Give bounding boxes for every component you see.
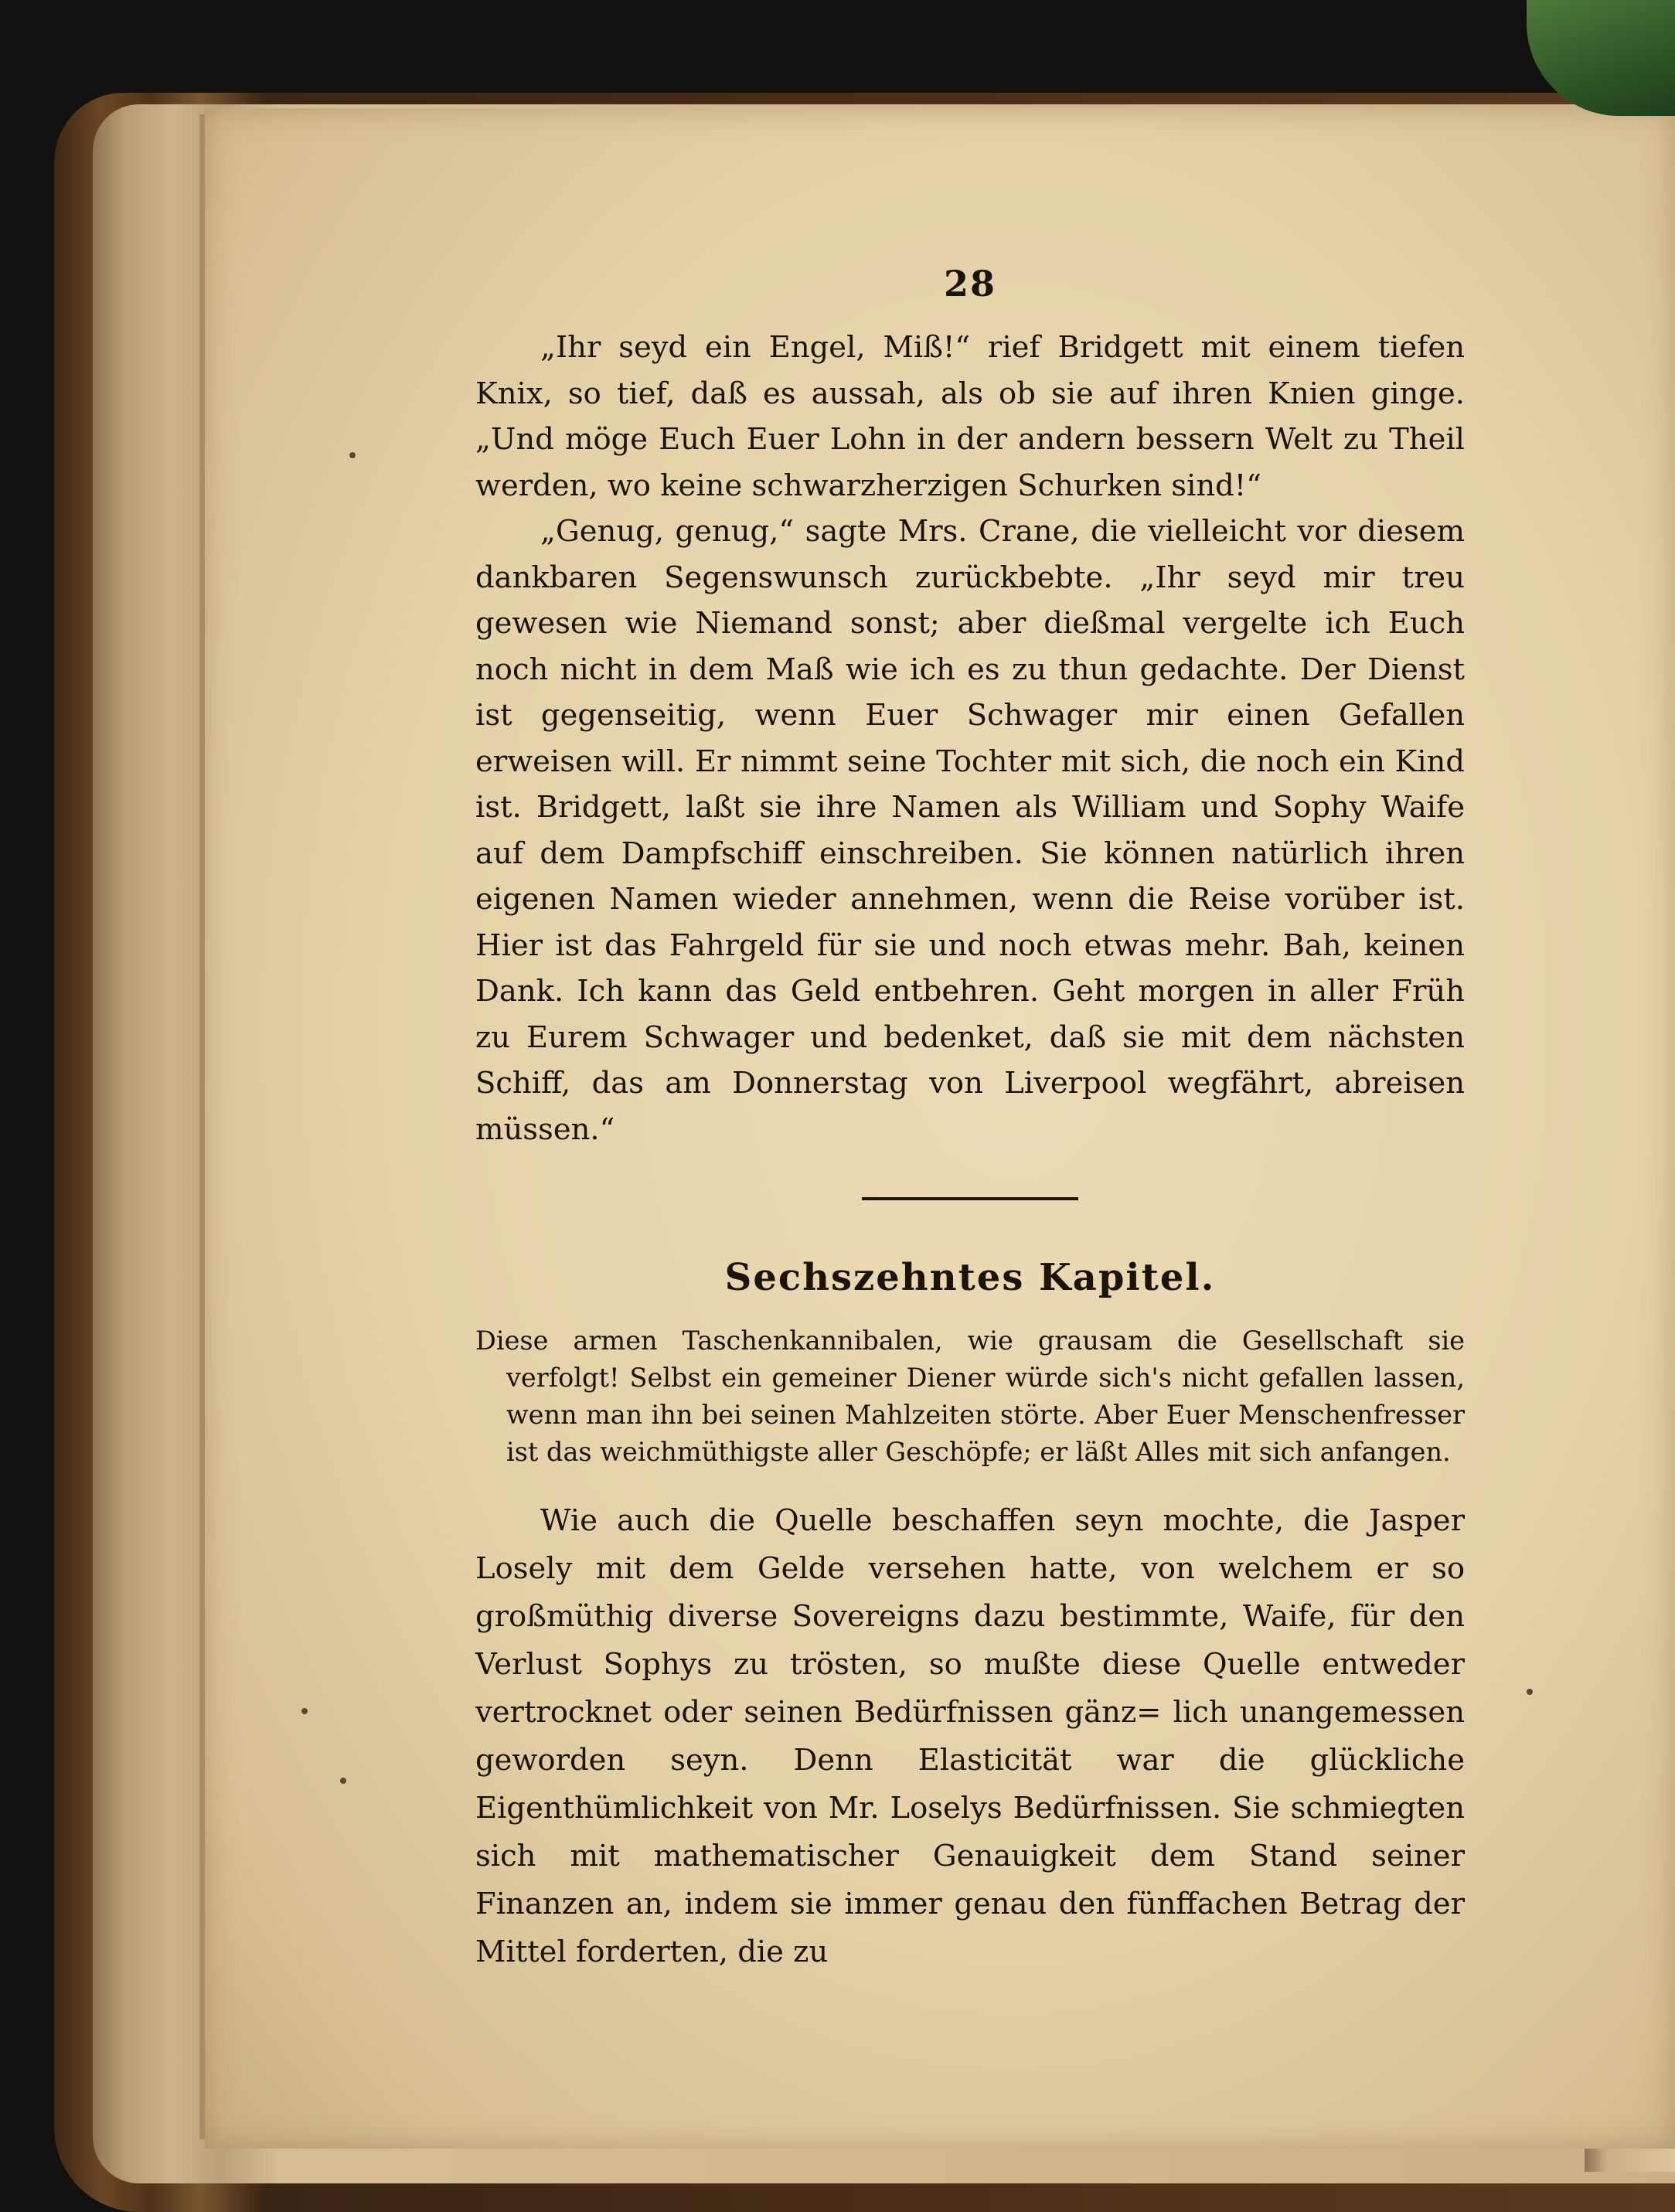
page-number: 28 <box>943 263 996 305</box>
paper-speck <box>1527 1689 1533 1695</box>
paper-speck <box>349 452 356 458</box>
chapter-title: Sechszehntes Kapitel. <box>724 1256 1216 1299</box>
chapter-epigraph: Diese armen Taschenkannibalen, wie grausam die Gesellschaft sie verfolgt! Selbst ein gemeiner Diener würde sich's nicht gefallen lassen, wenn man ihn bei seinen Mahlzeiten störte. Aber Euer Menschenfresser ist das weichmüthigste aller Geschöpfe; er läßt Alles mit sich anfangen. <box>475 1325 1465 1467</box>
page-text <box>475 263 1465 1976</box>
chapter-body <box>475 1497 1465 1976</box>
paper-speck <box>340 1778 346 1784</box>
paragraph: „Ihr seyd ein Engel, Miß!“ rief Bridgett mit einem tiefen Knix, so tief, daß es aussah, als ob sie auf ihren Knien ginge. „Und möge Euch Euer Lohn in der andern bessern Welt zu Theil werden, wo keine schwarzherzigen Schurken sind!“ <box>475 330 1465 503</box>
paragraph: Wie auch die Quelle beschaffen seyn mochte, die Jasper Losely mit dem Gelde versehen hatte, von welchem er so großmüthig diverse Sovereigns dazu bestimmte, Waife, für den Verlust Sophys zu trösten, so mußte diese Quelle entweder vertrocknet oder seinen Bedürfnissen gänz= lich unangemessen geworden seyn. Denn Elasticität war die glückliche Eigenthümlichkeit von Mr. Loselys Bedürfnissen. Sie schmiegten sich mit mathematischer Genauigkeit dem Stand seiner Finanzen an, indem sie immer genau den fünffachen Betrag der Mittel forderten, die zu <box>475 1503 1465 1969</box>
paper-speck <box>301 1708 308 1714</box>
section-divider <box>862 1197 1078 1200</box>
paragraph: „Genug, genug,“ sagte Mrs. Crane, die vielleicht vor diesem dankbaren Segenswunsch zurückbebte. „Ihr seyd mir treu gewesen wie Niemand sonst; aber dießmal vergelte ich Euch noch nicht in dem Maß wie ich es zu thun gedachte. Der Dienst ist gegenseitig, wenn Euer Schwager mir einen Gefallen erweisen will. Er nimmt seine Tochter mit sich, die noch ein Kind ist. Bridgett, laßt sie ihre Namen als William und Sophy Waife auf dem Dampfschiff einschreiben. Sie können natürlich ihren eigenen Namen wieder annehmen, wenn die Reise vorüber ist. Hier ist das Fahrgeld für sie und noch etwas mehr. Bah, keinen Dank. Ich kann das Geld entbehren. Geht morgen in aller Früh zu Eurem Schwager und bedenket, daß sie mit dem nächsten Schiff, das am Donnerstag von Liverpool wegfährt, abreisen müssen.“ <box>475 514 1465 1147</box>
